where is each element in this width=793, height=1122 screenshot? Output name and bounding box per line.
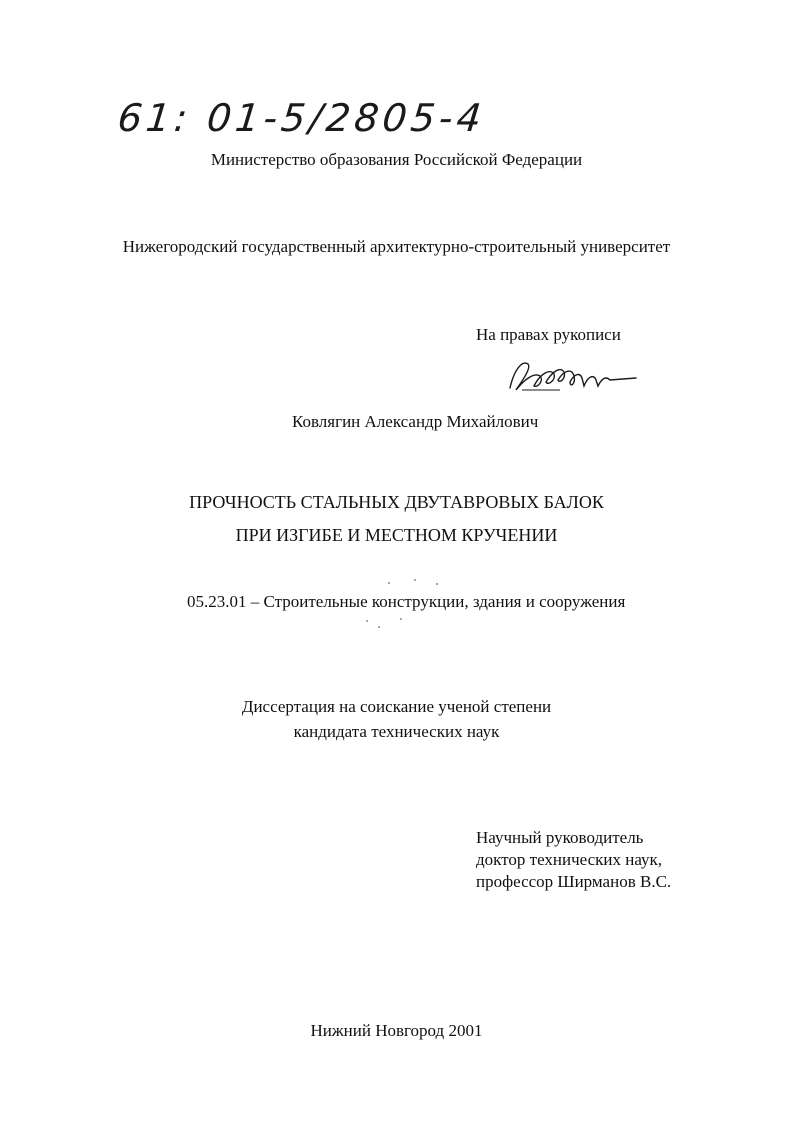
degree-line-2: кандидата технических наук	[293, 722, 500, 741]
scan-speck	[366, 620, 368, 622]
catalog-number-handwritten: 61: 01-5/2805-4	[115, 96, 488, 140]
university-name: Нижегородский государственный архитектурно-строительный университет	[122, 237, 671, 256]
scan-speck	[378, 626, 380, 628]
scan-speck	[388, 582, 390, 584]
title-line-2: ПРИ ИЗГИБЕ И МЕСТНОМ КРУЧЕНИИ	[235, 525, 558, 545]
supervisor-name: профессор Ширманов В.С.	[476, 872, 672, 891]
scan-speck	[414, 579, 416, 581]
place-and-year: Нижний Новгород 2001	[310, 1021, 483, 1040]
author-name: Ковлягин Александр Михайлович	[292, 412, 539, 431]
scan-speck	[400, 618, 402, 620]
specialty-code: 05.23.01 – Строительные конструкции, здания и сооружения	[187, 592, 626, 611]
supervisor-label: Научный руководитель	[476, 828, 644, 847]
ministry-name: Министерство образования Российской Федерации	[210, 150, 583, 169]
scan-speck	[436, 583, 438, 585]
title-line-1: ПРОЧНОСТЬ СТАЛЬНЫХ ДВУТАВРОВЫХ БАЛОК	[189, 492, 604, 512]
author-signature	[500, 350, 640, 400]
supervisor-degree: доктор технических наук,	[476, 850, 663, 869]
manuscript-rights-label: На правах рукописи	[476, 325, 621, 344]
degree-line-1: Диссертация на соискание ученой степени	[241, 697, 552, 716]
